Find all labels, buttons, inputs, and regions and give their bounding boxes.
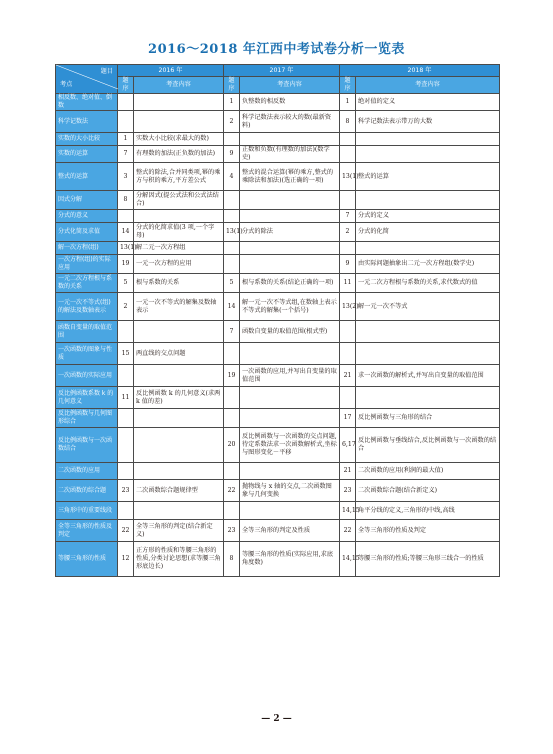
content-cell: 整式的混合运算(幂的乘方,整式的乘除法和加法)(选正确的一项) <box>240 163 340 191</box>
content-cell: 由实际问题抽象出二元一次方程组(数学史) <box>356 255 500 274</box>
content-cell <box>240 242 340 255</box>
analysis-table <box>55 64 500 577</box>
question-number-cell <box>340 343 356 365</box>
question-number-cell: 22 <box>224 480 240 502</box>
question-number-cell: 1 <box>340 94 356 111</box>
topic-cell: 三角形中的重要线段 <box>56 502 118 520</box>
content-cell: 二次函数综合题(结合新定义) <box>356 480 500 502</box>
year-header-2016: 2016 年 <box>118 65 224 77</box>
table-row <box>56 242 500 255</box>
content-cell: 解二元一次方程组 <box>134 242 224 255</box>
content-cell: 一次函数的应用,并写出自变量的取值范围 <box>240 365 340 387</box>
topic-cell: 相反数、绝对值、倒数 <box>56 94 118 111</box>
content-cell <box>240 210 340 223</box>
subheader-content: 考查内容 <box>240 77 340 94</box>
question-number-cell <box>224 463 240 480</box>
content-cell <box>356 146 500 163</box>
content-cell: 反比例函数与垂线结合,反比例函数与一次函数的结合 <box>356 428 500 463</box>
question-number-cell: 22 <box>118 520 134 542</box>
table-row <box>56 321 500 343</box>
question-number-cell: 8 <box>340 111 356 133</box>
question-number-cell: 14 <box>224 293 240 321</box>
question-number-cell <box>340 146 356 163</box>
content-cell: 两直线的交点问题 <box>134 343 224 365</box>
content-cell <box>134 409 224 428</box>
content-cell: 全等三角形的性质及判定 <box>356 520 500 542</box>
table-row <box>56 146 500 163</box>
topic-cell: 一次函数的图象与性质 <box>56 343 118 365</box>
question-number-cell: 6,17 <box>340 428 356 463</box>
subheader-no: 题序 <box>340 77 356 94</box>
subheader-no: 题序 <box>224 77 240 94</box>
content-cell: 负整数的相反数 <box>240 94 340 111</box>
question-number-cell <box>224 242 240 255</box>
content-cell <box>134 502 224 520</box>
question-number-cell: 7 <box>224 321 240 343</box>
year-header-2017: 2017 年 <box>224 65 340 77</box>
question-number-cell <box>118 428 134 463</box>
content-cell <box>240 191 340 210</box>
question-number-cell: 21 <box>340 463 356 480</box>
content-cell: 科学记数法表示带万的大数 <box>356 111 500 133</box>
question-number-cell: 2 <box>118 293 134 321</box>
content-cell <box>134 94 224 111</box>
question-number-cell: 5 <box>224 274 240 293</box>
question-number-cell <box>224 387 240 409</box>
content-cell: 正数和负数(有理数的加法)(数学史) <box>240 146 340 163</box>
question-number-cell <box>340 133 356 146</box>
content-cell: 根与系数的关系 <box>134 274 224 293</box>
question-number-cell: 7 <box>118 146 134 163</box>
question-number-cell <box>224 409 240 428</box>
content-cell <box>356 343 500 365</box>
content-cell: 分式的定义 <box>356 210 500 223</box>
content-cell: 求一次函数的解析式,并写出自变量的取值范围 <box>356 365 500 387</box>
content-cell: 函数自变量的取值范围(根式型) <box>240 321 340 343</box>
question-number-cell <box>118 210 134 223</box>
question-number-cell: 14 <box>118 223 134 242</box>
content-cell <box>134 428 224 463</box>
content-cell: 反比例函数 k 的几何意义(求两 k 值的差) <box>134 387 224 409</box>
content-cell: 分式的化简求值(3 项,一个字母) <box>134 223 224 242</box>
content-cell: 整式的运算 <box>356 163 500 191</box>
question-number-cell: 19 <box>118 255 134 274</box>
content-cell: 一元一次方程的应用 <box>134 255 224 274</box>
question-number-cell: 2 <box>224 111 240 133</box>
question-number-cell <box>224 343 240 365</box>
question-number-cell <box>340 191 356 210</box>
table-row <box>56 387 500 409</box>
page-title: 2016～2018 年江西中考试卷分析一览表 <box>148 42 405 57</box>
subheader-no: 题序 <box>118 77 134 94</box>
table-row <box>56 163 500 191</box>
content-cell: 等腰三角形的性质;等腰三角形三线合一的性质 <box>356 542 500 577</box>
content-cell: 解一元一次不等式组,在数轴上表示不等式的解集(一个括号) <box>240 293 340 321</box>
question-number-cell: 3 <box>118 163 134 191</box>
content-cell <box>240 343 340 365</box>
question-number-cell: 12 <box>118 542 134 577</box>
subheader-content: 考查内容 <box>356 77 500 94</box>
content-cell: 一元二次方程根与系数的关系,求代数式的值 <box>356 274 500 293</box>
corner-header <box>56 65 118 94</box>
table-row <box>56 542 500 577</box>
corner-label-topic: 考点 <box>60 81 73 88</box>
table-row <box>56 428 500 463</box>
topic-cell: 一次方程(组)的实际应用 <box>56 255 118 274</box>
table-row <box>56 463 500 480</box>
content-cell <box>356 387 500 409</box>
content-cell: 抛物线与 x 轴的交点,二次函数图象与几何变换 <box>240 480 340 502</box>
table-row <box>56 94 500 111</box>
question-number-cell <box>224 502 240 520</box>
content-cell: 二次函数综合题规律型 <box>134 480 224 502</box>
question-number-cell: 9 <box>224 146 240 163</box>
table-row <box>56 255 500 274</box>
question-number-cell: 4 <box>224 163 240 191</box>
question-number-cell: 20 <box>224 428 240 463</box>
question-number-cell <box>118 409 134 428</box>
question-number-cell: 2 <box>340 223 356 242</box>
topic-cell: 等腰三角形的性质 <box>56 542 118 577</box>
question-number-cell <box>118 365 134 387</box>
question-number-cell: 23 <box>340 480 356 502</box>
topic-cell: 因式分解 <box>56 191 118 210</box>
question-number-cell <box>340 387 356 409</box>
content-cell <box>240 409 340 428</box>
content-cell <box>134 111 224 133</box>
topic-cell: 解一次方程(组) <box>56 242 118 255</box>
table-row <box>56 520 500 542</box>
question-number-cell: 7 <box>340 210 356 223</box>
topic-cell: 实数的运算 <box>56 146 118 163</box>
content-cell <box>134 321 224 343</box>
content-cell <box>240 502 340 520</box>
content-cell <box>356 242 500 255</box>
content-cell: 全等三角形的判定及性质 <box>240 520 340 542</box>
content-cell: 正方形的性质和等腰三角形的性质,分类讨论思想(求等腰三角形底边长) <box>134 542 224 577</box>
content-cell: 反比例函数与一次函数的交点问题,待定系数法求一次函数解析式,坐标与图形变化－平移 <box>240 428 340 463</box>
question-number-cell <box>340 242 356 255</box>
topic-cell: 反比例函数与几何图形综合 <box>56 409 118 428</box>
question-number-cell: 22 <box>340 520 356 542</box>
content-cell: 解一元一次不等式 <box>356 293 500 321</box>
content-cell: 根与系数的关系(结论正确的一项) <box>240 274 340 293</box>
question-number-cell: 17 <box>340 409 356 428</box>
question-number-cell: 14,15 <box>340 542 356 577</box>
question-number-cell <box>224 210 240 223</box>
table-row <box>56 293 500 321</box>
question-number-cell: 9 <box>340 255 356 274</box>
question-number-cell: 21 <box>340 365 356 387</box>
question-number-cell: 13(2) <box>340 293 356 321</box>
topic-cell: 分式化简及求值 <box>56 223 118 242</box>
content-cell <box>240 255 340 274</box>
question-number-cell: 15 <box>118 343 134 365</box>
table-row <box>56 274 500 293</box>
question-number-cell: 14,15 <box>340 502 356 520</box>
content-cell <box>356 133 500 146</box>
table-row <box>56 365 500 387</box>
topic-cell: 函数自变量的取值范围 <box>56 321 118 343</box>
table-row <box>56 210 500 223</box>
content-cell: 一元一次不等式的解集及数轴表示 <box>134 293 224 321</box>
topic-cell: 科学记数法 <box>56 111 118 133</box>
content-cell: 整式的除法,合并同类项,幂的乘方与积的乘方,平方差公式 <box>134 163 224 191</box>
question-number-cell: 13(1) <box>340 163 356 191</box>
question-number-cell: 13(1) <box>224 223 240 242</box>
question-number-cell: 19 <box>224 365 240 387</box>
question-number-cell: 8 <box>224 542 240 577</box>
topic-cell: 二次函数的应用 <box>56 463 118 480</box>
table-row <box>56 111 500 133</box>
table-row <box>56 480 500 502</box>
content-cell: 反比例函数与三角形的结合 <box>356 409 500 428</box>
content-cell: 二次函数的应用(利润的最大值) <box>356 463 500 480</box>
topic-cell: 一元二次方程根与系数的关系 <box>56 274 118 293</box>
question-number-cell: 1 <box>118 133 134 146</box>
table-row <box>56 191 500 210</box>
content-cell <box>134 365 224 387</box>
table-row <box>56 343 500 365</box>
question-number-cell: 23 <box>118 480 134 502</box>
content-cell: 全等三角形的判定(结合新定义) <box>134 520 224 542</box>
content-cell <box>240 133 340 146</box>
content-cell <box>240 463 340 480</box>
content-cell: 角平分线的定义,三角形的中线,高线 <box>356 502 500 520</box>
topic-cell: 分式的意义 <box>56 210 118 223</box>
content-cell: 科学记数法表示较大的数(最新资料) <box>240 111 340 133</box>
question-number-cell: 1 <box>224 94 240 111</box>
topic-cell: 一次函数的实际应用 <box>56 365 118 387</box>
question-number-cell: 13(1) <box>118 242 134 255</box>
content-cell: 等腰三角形的性质(实际应用,求底角度数) <box>240 542 340 577</box>
subheader-content: 考查内容 <box>134 77 224 94</box>
table-row <box>56 409 500 428</box>
question-number-cell <box>224 133 240 146</box>
question-number-cell <box>118 321 134 343</box>
topic-cell: 整式的运算 <box>56 163 118 191</box>
topic-cell: 反比例函数系数 k 的几何意义 <box>56 387 118 409</box>
question-number-cell <box>118 94 134 111</box>
topic-cell: 反比例函数与一次函数结合 <box>56 428 118 463</box>
content-cell <box>356 191 500 210</box>
question-number-cell <box>118 111 134 133</box>
table-row <box>56 502 500 520</box>
content-cell <box>134 463 224 480</box>
table-row <box>56 223 500 242</box>
question-number-cell <box>224 191 240 210</box>
topic-cell: 全等三角形的性质及判定 <box>56 520 118 542</box>
corner-label-question: 题目 <box>100 68 113 75</box>
content-cell: 分式的化简 <box>356 223 500 242</box>
question-number-cell <box>118 502 134 520</box>
content-cell: 分式的除法 <box>240 223 340 242</box>
question-number-cell: 8 <box>118 191 134 210</box>
content-cell: 绝对值的定义 <box>356 94 500 111</box>
question-number-cell <box>118 463 134 480</box>
content-cell <box>240 387 340 409</box>
content-cell: 实数大小比较(求最大的数) <box>134 133 224 146</box>
topic-cell: 一元一次不等式(组)的解法及数轴表示 <box>56 293 118 321</box>
year-header-2018: 2018 年 <box>340 65 500 77</box>
question-number-cell: 5 <box>118 274 134 293</box>
question-number-cell: 11 <box>340 274 356 293</box>
table-row <box>56 133 500 146</box>
question-number-cell: 23 <box>224 520 240 542</box>
question-number-cell <box>224 255 240 274</box>
topic-cell: 实数的大小比较 <box>56 133 118 146</box>
topic-cell: 二次函数的综合题 <box>56 480 118 502</box>
content-cell: 有理数的加法(正负数的加法) <box>134 146 224 163</box>
page-number: — 2 — <box>261 714 292 724</box>
content-cell <box>134 210 224 223</box>
question-number-cell: 11 <box>118 387 134 409</box>
content-cell: 分解因式(提公式法和公式法结合) <box>134 191 224 210</box>
content-cell <box>356 321 500 343</box>
question-number-cell <box>340 321 356 343</box>
